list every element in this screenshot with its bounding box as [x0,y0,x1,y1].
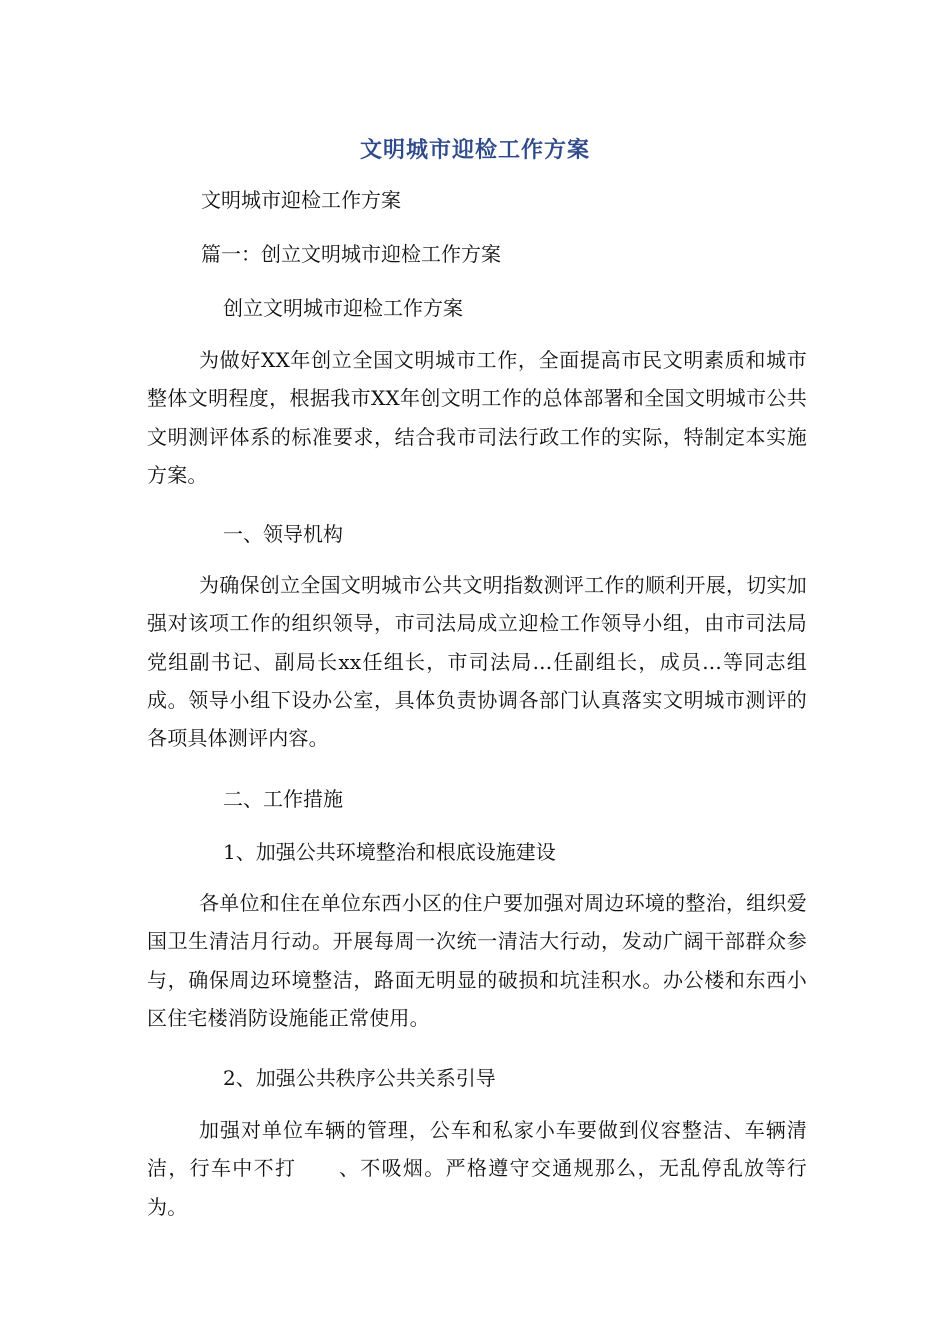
order-paragraph: 加强对单位车辆的管理，公车和私家小车要做到仪容整洁、车辆清洁，行车中不打 、不吸烟。严格遵守交通规那么，无乱停乱放等行为。 [147,1118,807,1219]
inner-title: 创立文明城市迎检工作方案 [223,296,463,320]
subheading-environment: 1、加强公共环境整治和根底设施建设 [223,840,556,864]
document-title: 文明城市迎检工作方案 [359,138,590,163]
section-label: 篇一：创立文明城市迎检工作方案 [201,242,501,266]
environment-paragraph: 各单位和住在单位东西小区的住户要加强对周边环境的整治，组织爱国卫生清洁月行动。开展每周一次统一清洁大行动，发动广阔干部群众参与，确保周边环境整洁，路面无明显的破损和坑洼积水。办公楼和东西小区住宅楼消防设施能正常使用。 [147,891,807,1030]
subheading-order: 2、加强公共秩序公共关系引导 [223,1066,496,1090]
intro-paragraph: 为做好XX年创立全国文明城市工作，全面提高市民文明素质和城市整体文明程度，根据我市XX年创文明工作的总体部署和全国文明城市公共文明测评体系的标准要求，结合我市司法行政工作的实际，特制定本实施方案。 [147,348,807,487]
heading-leadership: 一、领导机构 [223,522,343,546]
leadership-paragraph: 为确保创立全国文明城市公共文明指数测评工作的顺利开展，切实加强对该项工作的组织领导，市司法局成立迎检工作领导小组，由市司法局党组副书记、副局长xx任组长，市司法局...任副组长，成员...等同志组成。领导小组下设办公室，具体负责协调各部门认真落实文明城市测评的各项具体测评内容。 [147,573,807,751]
heading-measures: 二、工作措施 [223,787,343,811]
document-subtitle: 文明城市迎检工作方案 [201,188,401,212]
